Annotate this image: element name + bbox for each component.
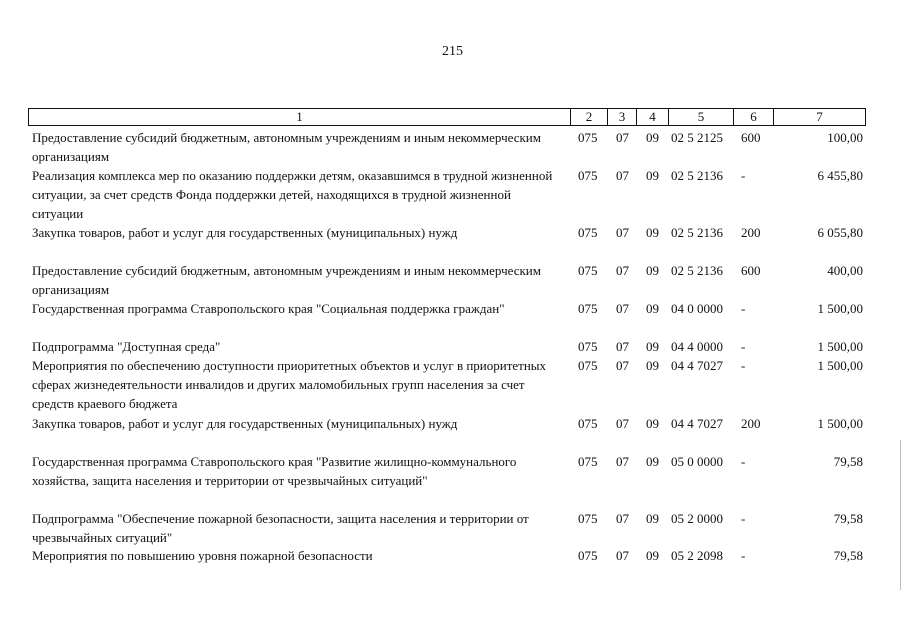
amount: 1 500,00 <box>817 301 863 316</box>
row-description: Закупка товаров, работ и услуг для государственных (муниципальных) нужд <box>32 416 458 431</box>
target-article-code: 05 2 2098 <box>671 548 723 563</box>
section-code: 075 <box>578 358 598 373</box>
section-code: 075 <box>578 301 598 316</box>
chapter-code: 07 <box>616 454 629 469</box>
amount: 400,00 <box>827 263 863 278</box>
header-cell-4: 4 <box>649 109 656 124</box>
subsection-code: 09 <box>646 225 659 240</box>
subsection-code: 09 <box>646 168 659 183</box>
section-code: 075 <box>578 263 598 278</box>
row-description: Государственная программа Ставропольского края "Социальная поддержка граждан" <box>32 301 505 316</box>
subsection-code: 09 <box>646 548 659 563</box>
section-code: 075 <box>578 225 598 240</box>
target-article-code: 05 0 0000 <box>671 454 723 469</box>
subsection-code: 09 <box>646 263 659 278</box>
chapter-code: 07 <box>616 301 629 316</box>
header-cell-5: 5 <box>697 109 705 124</box>
section-code: 075 <box>578 168 598 183</box>
expense-type-code: - <box>741 301 746 316</box>
header-cell-2: 2 <box>585 109 593 124</box>
target-article-code: 02 5 2136 <box>671 225 723 240</box>
target-article-code: 04 0 0000 <box>671 301 723 316</box>
amount: 1 500,00 <box>817 358 863 373</box>
chapter-code: 07 <box>616 168 629 183</box>
header-cell-7: 7 <box>816 109 823 124</box>
chapter-code: 07 <box>616 358 629 373</box>
target-article-code: 05 2 0000 <box>671 511 723 526</box>
row-description: Подпрограмма "Обеспечение пожарной безопасности, защита населения и территории от чрезвычайных ситуаций" <box>32 511 529 545</box>
subsection-code: 09 <box>646 416 659 431</box>
expense-type-code: 600 <box>741 130 761 145</box>
subsection-code: 09 <box>646 511 659 526</box>
amount: 1 500,00 <box>817 339 863 354</box>
subsection-code: 09 <box>646 130 659 145</box>
target-article-code: 04 4 0000 <box>671 339 723 354</box>
target-article-code: 04 4 7027 <box>671 358 723 373</box>
subsection-code: 09 <box>646 454 659 469</box>
row-description: Государственная программа Ставропольского края "Развитие жилищно-коммунального хозяйства, защита населения и территории от чрезвычайных ситуаций" <box>32 454 517 488</box>
amount: 79,58 <box>833 548 863 563</box>
chapter-code: 07 <box>616 511 629 526</box>
section-code: 075 <box>578 130 598 145</box>
amount: 1 500,00 <box>817 416 863 431</box>
row-description: Мероприятия по обеспечению доступности приоритетных объектов и услуг в приоритетных сферах жизнедеятельности инвалидов и других маломобильных групп населения за счет средств краевого бюджета <box>32 358 547 411</box>
expense-type-code: - <box>741 339 746 354</box>
expense-type-code: - <box>741 454 746 469</box>
chapter-code: 07 <box>616 548 629 563</box>
section-code: 075 <box>578 511 598 526</box>
scan-edge-line <box>900 440 901 590</box>
row-description: Закупка товаров, работ и услуг для государственных (муниципальных) нужд <box>32 225 458 240</box>
target-article-code: 02 5 2125 <box>671 130 723 145</box>
expense-type-code: 200 <box>741 416 761 431</box>
expense-type-code: - <box>741 168 746 183</box>
target-article-code: 02 5 2136 <box>671 263 723 278</box>
expense-type-code: - <box>741 548 746 563</box>
row-description: Мероприятия по повышению уровня пожарной безопасности <box>32 548 373 563</box>
expense-type-code: 600 <box>741 263 761 278</box>
chapter-code: 07 <box>616 416 629 431</box>
section-code: 075 <box>578 454 598 469</box>
amount: 6 055,80 <box>817 225 863 240</box>
target-article-code: 04 4 7027 <box>671 416 723 431</box>
subsection-code: 09 <box>646 301 659 316</box>
row-description: Подпрограмма "Доступная среда" <box>32 339 221 354</box>
expense-type-code: - <box>741 358 746 373</box>
row-description: Предоставление субсидий бюджетным, автономным учреждениям и иным некоммерческим организациям <box>32 130 541 164</box>
amount: 79,58 <box>833 511 863 526</box>
header-cell-1: 1 <box>296 109 303 124</box>
section-code: 075 <box>578 339 598 354</box>
row-description: Реализация комплекса мер по оказанию поддержки детям, оказавшимся в трудной жизненной ситуации, за счет средств Фонда поддержки детей, находящихся в трудной жизненной ситуации <box>32 168 553 221</box>
header-cell-6: 6 <box>750 109 757 124</box>
amount: 100,00 <box>827 130 863 145</box>
chapter-code: 07 <box>616 339 629 354</box>
section-code: 075 <box>578 416 598 431</box>
page-number: 215 <box>442 44 463 59</box>
header-cell-3: 3 <box>618 109 626 124</box>
amount: 79,58 <box>833 454 863 469</box>
amount: 6 455,80 <box>817 168 863 183</box>
target-article-code: 02 5 2136 <box>671 168 723 183</box>
subsection-code: 09 <box>646 358 659 373</box>
subsection-code: 09 <box>646 339 659 354</box>
chapter-code: 07 <box>616 225 629 240</box>
row-description: Предоставление субсидий бюджетным, автономным учреждениям и иным некоммерческим организациям <box>32 263 541 297</box>
expense-type-code: 200 <box>741 225 761 240</box>
chapter-code: 07 <box>616 263 629 278</box>
table-header <box>28 108 866 126</box>
expense-type-code: - <box>741 511 746 526</box>
section-code: 075 <box>578 548 598 563</box>
chapter-code: 07 <box>616 130 629 145</box>
